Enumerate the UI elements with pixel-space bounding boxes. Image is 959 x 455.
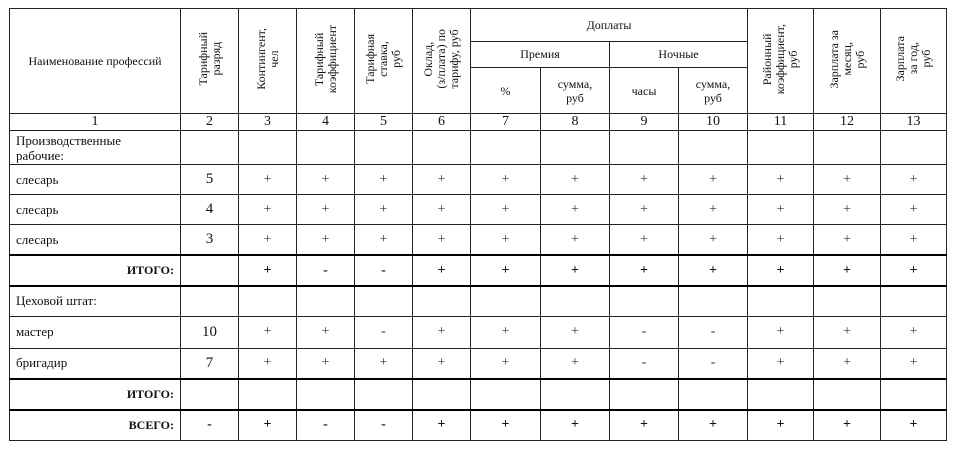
- header-salary-tariff: Оклад, (з/плата) по тарифу, руб: [413, 9, 471, 114]
- header-bonus-pct: %: [471, 68, 541, 114]
- header-grade: Тарифный разряд: [181, 9, 239, 114]
- value-cell: +: [355, 165, 413, 195]
- value-cell: -: [610, 348, 679, 379]
- value-cell: +: [413, 255, 471, 286]
- value-cell: +: [541, 316, 610, 348]
- value-cell: +: [239, 165, 297, 195]
- col-num: 12: [814, 114, 881, 131]
- value-cell: +: [413, 410, 471, 441]
- header-staff: Контингент, чел: [239, 9, 297, 114]
- value-cell: +: [239, 255, 297, 286]
- header-regional: Районный коэффициент, руб: [748, 9, 814, 114]
- value-cell: +: [610, 165, 679, 195]
- col-num: 3: [239, 114, 297, 131]
- table-row: [10, 165, 947, 195]
- profession-name: мастер: [10, 316, 181, 348]
- value-cell: +: [881, 225, 947, 256]
- value-cell: +: [413, 165, 471, 195]
- col-num: 11: [748, 114, 814, 131]
- value-cell: +: [471, 255, 541, 286]
- value-cell: -: [355, 316, 413, 348]
- value-cell: +: [239, 316, 297, 348]
- profession-name: слесарь: [10, 195, 181, 225]
- value-cell: +: [748, 255, 814, 286]
- header-extra: Доплаты: [471, 9, 748, 42]
- total-row: [10, 255, 947, 286]
- grade-cell: 5: [181, 165, 239, 195]
- col-num: 4: [297, 114, 355, 131]
- value-cell: +: [471, 195, 541, 225]
- value-cell: +: [881, 255, 947, 286]
- value-cell: +: [679, 165, 748, 195]
- col-num: 7: [471, 114, 541, 131]
- value-cell: +: [814, 225, 881, 256]
- value-cell: -: [355, 255, 413, 286]
- header-bonus-sum: сумма, руб: [541, 68, 610, 114]
- value-cell: +: [541, 348, 610, 379]
- table-row: [10, 225, 947, 256]
- col-num: 8: [541, 114, 610, 131]
- value-cell: +: [297, 225, 355, 256]
- value-cell: +: [471, 165, 541, 195]
- value-cell: +: [355, 195, 413, 225]
- col-num: 13: [881, 114, 947, 131]
- value-cell: +: [239, 348, 297, 379]
- value-cell: +: [814, 316, 881, 348]
- total-label: ВСЕГО:: [10, 410, 181, 441]
- grade-cell: 4: [181, 195, 239, 225]
- total-label: ИТОГО:: [10, 379, 181, 410]
- section-workshop-label: Цеховой штат:: [10, 286, 181, 316]
- value-cell: +: [355, 225, 413, 256]
- value-cell: -: [679, 316, 748, 348]
- profession-name: слесарь: [10, 165, 181, 195]
- header-month: Зарплата за месяц, руб: [814, 9, 881, 114]
- value-cell: +: [413, 348, 471, 379]
- total-row-workshop: [10, 379, 947, 410]
- value-cell: +: [679, 410, 748, 441]
- value-cell: +: [239, 195, 297, 225]
- value-cell: +: [541, 225, 610, 256]
- header-night: Ночные: [610, 42, 748, 68]
- value-cell: +: [748, 225, 814, 256]
- col-num: 9: [610, 114, 679, 131]
- header-coef: Тарифный коэффициент: [297, 9, 355, 114]
- value-cell: +: [471, 316, 541, 348]
- salary-table: [9, 8, 947, 441]
- value-cell: +: [814, 165, 881, 195]
- value-cell: +: [413, 195, 471, 225]
- value-cell: +: [413, 316, 471, 348]
- profession-name: слесарь: [10, 225, 181, 256]
- value-cell: +: [814, 410, 881, 441]
- col-num: 1: [10, 114, 181, 131]
- section-production-label: Производственные рабочие:: [10, 131, 181, 165]
- header-bonus: Премия: [471, 42, 610, 68]
- value-cell: +: [297, 316, 355, 348]
- value-cell: +: [610, 255, 679, 286]
- header-name: Наименование профессий: [10, 9, 181, 114]
- col-num: 10: [679, 114, 748, 131]
- value-cell: +: [881, 410, 947, 441]
- value-cell: +: [814, 195, 881, 225]
- value-cell: +: [413, 225, 471, 256]
- value-cell: +: [881, 316, 947, 348]
- value-cell: +: [881, 348, 947, 379]
- value-cell: +: [748, 410, 814, 441]
- value-cell: -: [297, 255, 355, 286]
- value-cell: +: [541, 165, 610, 195]
- value-cell: +: [239, 225, 297, 256]
- grade-cell: 3: [181, 225, 239, 256]
- value-cell: +: [881, 165, 947, 195]
- grade-cell: [181, 255, 239, 286]
- value-cell: +: [610, 225, 679, 256]
- value-cell: +: [541, 195, 610, 225]
- value-cell: +: [471, 410, 541, 441]
- col-num: 5: [355, 114, 413, 131]
- value-cell: +: [748, 195, 814, 225]
- value-cell: -: [679, 348, 748, 379]
- value-cell: +: [239, 410, 297, 441]
- table-row: [10, 316, 947, 348]
- table-row: [10, 348, 947, 379]
- grade-cell: -: [181, 410, 239, 441]
- value-cell: -: [297, 410, 355, 441]
- value-cell: +: [541, 255, 610, 286]
- section-row-workshop: [10, 286, 947, 316]
- col-num: 2: [181, 114, 239, 131]
- value-cell: +: [297, 348, 355, 379]
- value-cell: +: [471, 348, 541, 379]
- value-cell: -: [355, 410, 413, 441]
- table-row: [10, 195, 947, 225]
- value-cell: +: [748, 165, 814, 195]
- header-rate: Тарифная ставка, руб: [355, 9, 413, 114]
- section-row-production: [10, 131, 947, 165]
- value-cell: +: [748, 316, 814, 348]
- value-cell: +: [355, 348, 413, 379]
- header-night-sum: сумма, руб: [679, 68, 748, 114]
- value-cell: -: [610, 316, 679, 348]
- value-cell: +: [679, 225, 748, 256]
- value-cell: +: [814, 255, 881, 286]
- profession-name: бригадир: [10, 348, 181, 379]
- grade-cell: 7: [181, 348, 239, 379]
- value-cell: +: [297, 165, 355, 195]
- total-label: ИТОГО:: [10, 255, 181, 286]
- value-cell: +: [881, 195, 947, 225]
- col-num: 6: [413, 114, 471, 131]
- value-cell: +: [541, 410, 610, 441]
- value-cell: +: [610, 195, 679, 225]
- value-cell: +: [471, 225, 541, 256]
- header-year: Зарплата за год, руб: [881, 9, 947, 114]
- value-cell: +: [297, 195, 355, 225]
- value-cell: +: [610, 410, 679, 441]
- value-cell: +: [679, 255, 748, 286]
- value-cell: +: [814, 348, 881, 379]
- value-cell: +: [679, 195, 748, 225]
- header-night-hours: часы: [610, 68, 679, 114]
- column-number-row: [10, 114, 947, 131]
- grade-cell: 10: [181, 316, 239, 348]
- grand-total-row: [10, 410, 947, 441]
- value-cell: +: [748, 348, 814, 379]
